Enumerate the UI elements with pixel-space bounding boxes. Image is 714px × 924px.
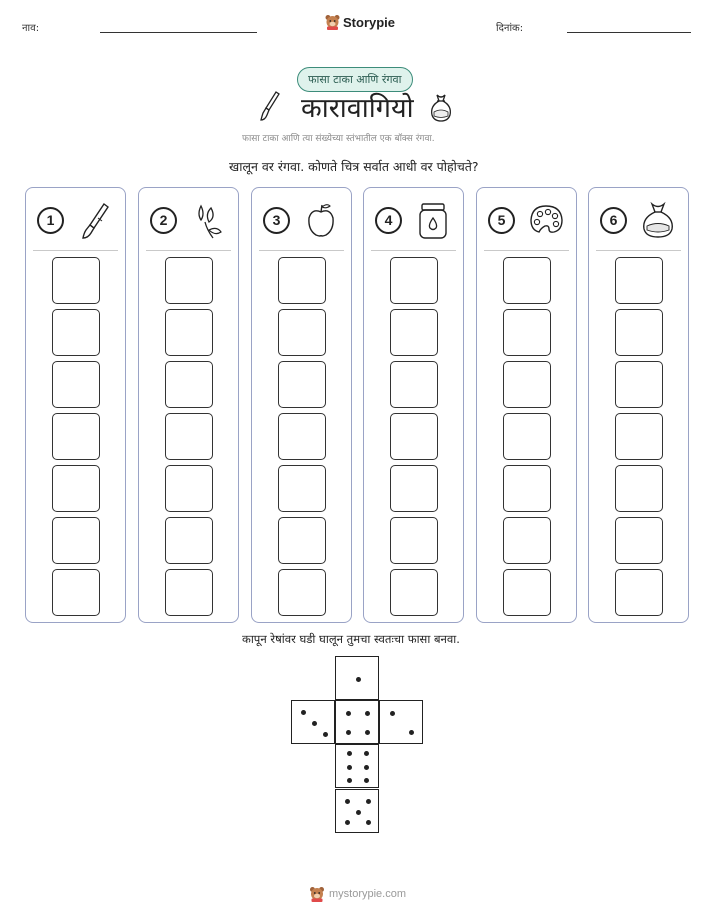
die-pip [409,730,414,735]
color-box[interactable] [278,309,326,356]
die-pip [365,730,370,735]
activity-pill: फासा टाका आणि रंगवा [297,67,413,92]
column-number: 3 [263,207,290,234]
column-5 [476,187,577,623]
color-box[interactable] [503,361,551,408]
die-pip [346,711,351,716]
color-box[interactable] [503,465,551,512]
column-3 [251,187,352,623]
die-pip [347,778,352,783]
color-box[interactable] [615,465,663,512]
die-pip [312,721,317,726]
name-label: नाव: [22,23,40,34]
color-box[interactable] [165,309,213,356]
die-pip [347,751,352,756]
die-face-4 [335,700,379,744]
color-box[interactable] [278,465,326,512]
color-box[interactable] [52,257,100,304]
column-header [26,188,125,250]
color-box[interactable] [503,309,551,356]
die-pip [364,778,369,783]
die-pip [323,732,328,737]
instruction-text: खालून वर रंगवा. कोणते चित्र सर्वात आधी वर पोहोचते? [229,159,479,174]
column-divider [371,250,456,251]
color-box[interactable] [503,413,551,460]
die-pip [366,799,371,804]
color-box[interactable] [390,361,438,408]
color-box[interactable] [390,517,438,564]
color-box[interactable] [390,413,438,460]
column-header [252,188,351,250]
brand-name: Storypie [343,14,396,30]
column-divider [33,250,118,251]
palette-icon [527,200,565,240]
color-box[interactable] [503,569,551,616]
color-box[interactable] [165,413,213,460]
color-box[interactable] [615,309,663,356]
column-header [477,188,576,250]
flower-icon [189,200,227,240]
column-2 [138,187,239,623]
color-box[interactable] [390,309,438,356]
footer [309,886,406,902]
bear-footer-icon [309,886,325,902]
color-box[interactable] [278,413,326,460]
color-box[interactable] [615,257,663,304]
paintbrush-title-icon [258,90,282,122]
pouch-title-icon [428,92,454,122]
column-divider [484,250,569,251]
column-header [139,188,238,250]
color-box[interactable] [52,361,100,408]
die-pip [347,765,352,770]
color-box[interactable] [390,257,438,304]
die-face-6 [335,744,379,788]
apple-icon [302,200,340,240]
color-box[interactable] [52,309,100,356]
die-pip [390,711,395,716]
die-pip [364,751,369,756]
color-box[interactable] [615,413,663,460]
die-pip [345,820,350,825]
die-pip [365,711,370,716]
die-face-1 [335,656,379,700]
color-box[interactable] [615,517,663,564]
column-number: 6 [600,207,627,234]
column-header [364,188,463,250]
bear-logo-icon [325,14,340,30]
die-pip [364,765,369,770]
column-1 [25,187,126,623]
color-box[interactable] [503,517,551,564]
color-box[interactable] [278,569,326,616]
column-number: 1 [37,207,64,234]
column-4 [363,187,464,623]
column-divider [259,250,344,251]
die-pip [301,710,306,715]
die-face-5 [335,789,379,833]
column-number: 5 [488,207,515,234]
color-box[interactable] [278,257,326,304]
color-box[interactable] [52,517,100,564]
dice-instruction: कापून रेषांवर घडी घालून तुमचा स्वतःचा फासा बनवा. [242,632,460,646]
color-box[interactable] [165,569,213,616]
die-pip [356,677,361,682]
column-divider [146,250,231,251]
die-pip [366,820,371,825]
die-pip [346,730,351,735]
brand-logo [325,14,395,30]
date-line[interactable] [567,32,691,33]
die-pip [356,810,361,815]
die-pip [345,799,350,804]
pouch-icon [639,200,677,240]
die-face-3 [291,700,335,744]
color-box[interactable] [52,413,100,460]
paintbrush-icon [76,200,114,240]
color-box[interactable] [165,517,213,564]
color-box[interactable] [278,361,326,408]
color-box[interactable] [390,465,438,512]
date-label: दिनांक: [496,23,524,34]
column-divider [596,250,681,251]
column-6 [588,187,689,623]
jar-icon [414,200,452,240]
footer-url: mystorypie.com [329,888,407,900]
page-title: कारावागियो [301,93,414,124]
column-header [589,188,688,250]
color-box[interactable] [615,361,663,408]
column-number: 2 [150,207,177,234]
color-box[interactable] [165,465,213,512]
die-face-2 [379,700,423,744]
color-box[interactable] [390,569,438,616]
color-box[interactable] [503,257,551,304]
color-box[interactable] [165,361,213,408]
name-line[interactable] [100,32,257,33]
column-number: 4 [375,207,402,234]
color-box[interactable] [615,569,663,616]
color-box[interactable] [52,569,100,616]
color-box[interactable] [52,465,100,512]
page-subtitle: फासा टाका आणि त्या संख्येच्या स्तंभातील एक बॉक्स रंगवा. [242,134,435,144]
color-box[interactable] [278,517,326,564]
color-box[interactable] [165,257,213,304]
